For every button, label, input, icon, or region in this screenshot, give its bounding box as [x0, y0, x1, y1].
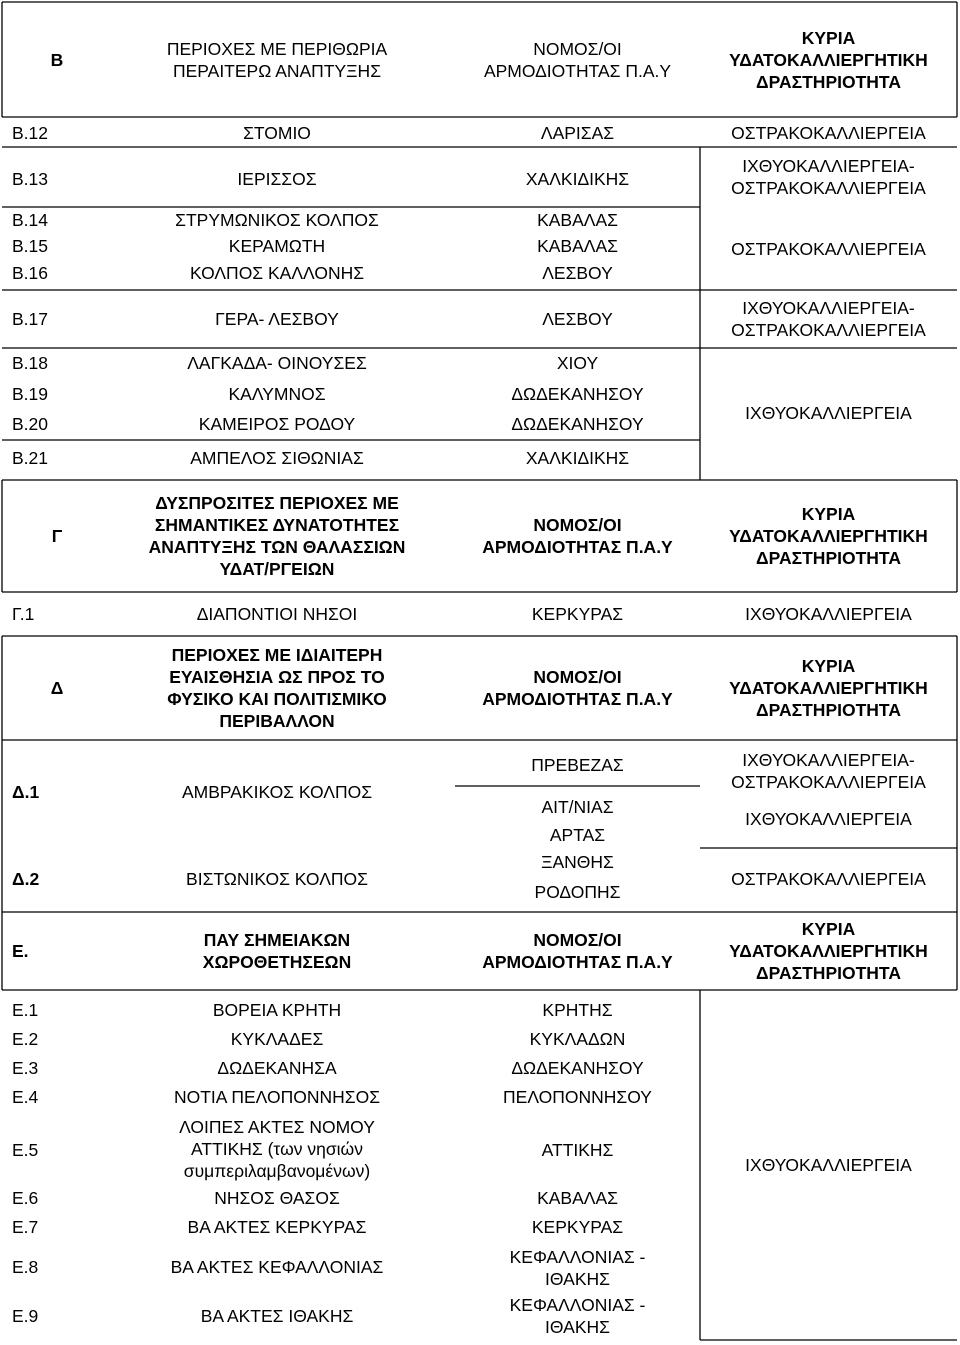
- table-row-area: ΒΙΣΤΩΝΙΚΟΣ ΚΟΛΠΟΣ: [186, 869, 368, 889]
- table-row-prefecture: ΠΡΕΒΕΖΑΣ: [531, 755, 624, 775]
- table-row-activity: ΙΧΘΥΟΚΑΛΛΙΕΡΓΕΙΑ: [745, 809, 912, 829]
- table-row-code: Ε.5: [12, 1140, 39, 1160]
- table-row-area: ΛΑΓΚΑΔΑ- ΟΙΝΟΥΣΕΣ: [187, 353, 367, 373]
- table-row-prefecture: ΧΙΟΥ: [556, 353, 599, 373]
- table-row-area: ΒΑ ΑΚΤΕΣ ΚΕΡΚΥΡΑΣ: [187, 1217, 367, 1237]
- activity-text: ΙΧΘΥΟΚΑΛΛΙΕΡΓΕΙΑ- ΟΣΤΡΑΚΟΚΑΛΛΙΕΡΓΕΙΑ: [731, 750, 926, 792]
- section-e-activity-header: [700, 912, 957, 990]
- area-text: ΛΟΙΠΕΣ ΑΚΤΕΣ ΝΟΜΟΥ ΑΤΤΙΚΗΣ (των νησιών συμπεριλαμβανομένων): [179, 1117, 375, 1181]
- section-b-activity-header: [700, 2, 957, 117]
- section-d-code: Δ: [50, 678, 64, 698]
- table-row-activity: [700, 290, 957, 348]
- prefecture-text: ΚΕΦΑΛΛΟΝΙΑΣ - ΙΘΑΚΗΣ: [509, 1295, 646, 1337]
- activity-text: ΙΧΘΥΟΚΑΛΛΙΕΡΓΕΙΑ- ΟΣΤΡΑΚΟΚΑΛΛΙΕΡΓΕΙΑ: [731, 156, 926, 198]
- section-e-area-header-text: ΠΑΥ ΣΗΜΕΙΑΚΩΝ ΧΩΡΟΘΕΤΗΣΕΩΝ: [202, 930, 352, 972]
- table-row-area: ΝΟΤΙΑ ΠΕΛΟΠΟΝΝΗΣΟΣ: [173, 1087, 381, 1107]
- table-row-code: Β.15: [12, 236, 48, 256]
- table-row-area: [112, 1113, 442, 1185]
- section-g-area-header: [112, 480, 442, 592]
- table-row-prefecture: ΔΩΔΕΚΑΝΗΣΟΥ: [511, 384, 644, 404]
- table-row-area: ΒΟΡΕΙΑ ΚΡΗΤΗ: [212, 1000, 342, 1020]
- table-row-code: Ε.8: [12, 1257, 39, 1277]
- table-row-activity: ΟΣΤΡΑΚΟΚΑΛΛΙΕΡΓΕΙΑ: [731, 869, 926, 889]
- table-row-prefecture: ΑΙΤ/ΝΙΑΣ: [541, 797, 614, 817]
- table-row-prefecture: ΛΕΣΒΟΥ: [542, 309, 613, 329]
- table-row-area: ΓΕΡΑ- ΛΕΣΒΟΥ: [215, 309, 339, 329]
- table-row-code: Ε.6: [12, 1188, 39, 1208]
- table-row-area: ΚΑΜΕΙΡΟΣ ΡΟΔΟΥ: [198, 414, 356, 434]
- table-row-activity: ΙΧΘΥΟΚΑΛΛΙΕΡΓΕΙΑ: [745, 604, 912, 624]
- table-row-prefecture: ΧΑΛΚΙΔΙΚΗΣ: [525, 169, 630, 189]
- table-row-prefecture: ΞΑΝΘΗΣ: [541, 852, 614, 872]
- table-row-area: ΚΑΛΥΜΝΟΣ: [228, 384, 326, 404]
- table-row-code: Δ.2: [12, 869, 40, 889]
- section-d-activity-header-text: ΚΥΡΙΑ ΥΔΑΤΟΚΑΛΛΙΕΡΓΗΤΙΚΗ ΔΡΑΣΤΗΡΙΟΤΗΤΑ: [729, 656, 928, 720]
- table-row-code: Β.21: [12, 448, 48, 468]
- table-row-activity: ΙΧΘΥΟΚΑΛΛΙΕΡΓΕΙΑ: [745, 1155, 912, 1175]
- table-row-prefecture: ΛΕΣΒΟΥ: [542, 263, 613, 283]
- section-g-area-header-text: ΔΥΣΠΡΟΣΙΤΕΣ ΠΕΡΙΟΧΕΣ ΜΕ ΣΗΜΑΝΤΙΚΕΣ ΔΥΝΑΤΟΤΗΤΕΣ ΑΝΑΠΤΥΞΗΣ ΤΩΝ ΘΑΛΑΣΣΙΩΝ ΥΔΑΤ/ΡΓΕΙΩΝ: [148, 493, 406, 579]
- section-d-activity-header: [700, 636, 957, 740]
- table-row-code: Β.18: [12, 353, 48, 373]
- table-row-code: Β.17: [12, 309, 48, 329]
- table-row-code: Β.13: [12, 169, 48, 189]
- table-row-area: ΔΩΔΕΚΑΝΗΣΑ: [217, 1058, 337, 1078]
- table-row-prefecture: [455, 1293, 700, 1339]
- table-row-prefecture: ΑΡΤΑΣ: [549, 825, 606, 845]
- table-row-area: ΒΑ ΑΚΤΕΣ ΙΘΑΚΗΣ: [200, 1306, 354, 1326]
- table-row-code: Ε.7: [12, 1217, 39, 1237]
- table-row-activity: ΙΧΘΥΟΚΑΛΛΙΕΡΓΕΙΑ: [745, 403, 912, 423]
- table-row-prefecture: ΛΑΡΙΣΑΣ: [540, 123, 615, 143]
- table-row-prefecture: ΔΩΔΕΚΑΝΗΣΟΥ: [511, 414, 644, 434]
- table-row-prefecture: ΚΑΒΑΛΑΣ: [537, 210, 618, 230]
- table-row-prefecture: ΚΥΚΛΑΔΩΝ: [529, 1029, 626, 1049]
- table-row-code: Β.19: [12, 384, 48, 404]
- table-row-area: ΝΗΣΟΣ ΘΑΣΟΣ: [214, 1188, 340, 1208]
- table-row-prefecture: ΚΑΒΑΛΑΣ: [537, 1188, 618, 1208]
- table-row-area: ΑΜΠΕΛΟΣ ΣΙΘΩΝΙΑΣ: [190, 448, 364, 468]
- table-row-code: Β.14: [12, 210, 48, 230]
- section-d-prefecture-header-text: ΝΟΜΟΣ/ΟΙ ΑΡΜΟΔΙΟΤΗΤΑΣ Π.Α.Υ: [482, 667, 673, 709]
- table-row-area: ΚΟΛΠΟΣ ΚΑΛΛΟΝΗΣ: [189, 263, 365, 283]
- section-g-activity-header-text: ΚΥΡΙΑ ΥΔΑΤΟΚΑΛΛΙΕΡΓΗΤΙΚΗ ΔΡΑΣΤΗΡΙΟΤΗΤΑ: [729, 504, 928, 568]
- section-e-activity-header-text: ΚΥΡΙΑ ΥΔΑΤΟΚΑΛΛΙΕΡΓΗΤΙΚΗ ΔΡΑΣΤΗΡΙΟΤΗΤΑ: [729, 919, 928, 983]
- section-b-area-header-text: ΠΕΡΙΟΧΕΣ ΜΕ ΠΕΡΙΘΩΡΙΑ ΠΕΡΑΙΤΕΡΩ ΑΝΑΠΤΥΞΗΣ: [166, 38, 388, 81]
- table-row-area: ΔΙΑΠΟΝΤΙΟΙ ΝΗΣΟΙ: [196, 604, 358, 624]
- table-row-prefecture: ΚΕΡΚΥΡΑΣ: [531, 1217, 624, 1237]
- table-row-area: ΚΕΡΑΜΩΤΗ: [228, 236, 326, 256]
- section-d-prefecture-header: [455, 636, 700, 740]
- table-row-prefecture: ΧΑΛΚΙΔΙΚΗΣ: [525, 448, 630, 468]
- section-e-code: Ε.: [12, 941, 29, 961]
- section-b-activity-header-text: ΚΥΡΙΑ ΥΔΑΤΟΚΑΛΛΙΕΡΓΗΤΙΚΗ ΔΡΑΣΤΗΡΙΟΤΗΤΑ: [729, 27, 928, 92]
- table-row-area: ΒΑ ΑΚΤΕΣ ΚΕΦΑΛΛΟΝΙΑΣ: [170, 1257, 384, 1277]
- section-g-prefecture-header-text: ΝΟΜΟΣ/ΟΙ ΑΡΜΟΔΙΟΤΗΤΑΣ Π.Α.Υ: [482, 515, 673, 557]
- section-g-code: Γ: [51, 526, 63, 546]
- table-row-prefecture: [455, 1245, 700, 1291]
- section-b-prefecture-header-text: ΝΟΜΟΣ/ΟΙ ΑΡΜΟΔΙΟΤΗΤΑΣ Π.Α.Υ: [483, 38, 672, 81]
- section-e-prefecture-header-text: ΝΟΜΟΣ/ΟΙ ΑΡΜΟΔΙΟΤΗΤΑΣ Π.Α.Υ: [482, 930, 673, 972]
- table-row-activity: [700, 740, 957, 802]
- section-b-area-header: [112, 2, 442, 117]
- table-row-area: ΑΜΒΡΑΚΙΚΟΣ ΚΟΛΠΟΣ: [181, 782, 373, 802]
- table-row-prefecture: ΚΕΡΚΥΡΑΣ: [531, 604, 624, 624]
- table-row-prefecture: ΠΕΛΟΠΟΝΝΗΣΟΥ: [503, 1087, 652, 1107]
- table-row-code: Β.12: [12, 123, 48, 143]
- section-b-code: Β: [50, 49, 64, 70]
- prefecture-text: ΚΕΦΑΛΛΟΝΙΑΣ - ΙΘΑΚΗΣ: [509, 1247, 646, 1289]
- table-row-prefecture: ΚΑΒΑΛΑΣ: [537, 236, 618, 256]
- table-row-area: ΣΤΟΜΙΟ: [243, 123, 311, 143]
- table-row-prefecture: ΑΤΤΙΚΗΣ: [541, 1140, 614, 1160]
- table-row-activity: ΟΣΤΡΑΚΟΚΑΛΛΙΕΡΓΕΙΑ: [731, 238, 926, 259]
- table-row-code: Ε.9: [12, 1306, 39, 1326]
- table-row-code: Ε.4: [12, 1087, 39, 1107]
- activity-text: ΙΧΘΥΟΚΑΛΛΙΕΡΓΕΙΑ- ΟΣΤΡΑΚΟΚΑΛΛΙΕΡΓΕΙΑ: [731, 298, 926, 340]
- table-row-code: Γ.1: [12, 604, 35, 624]
- table-row-activity: ΟΣΤΡΑΚΟΚΑΛΛΙΕΡΓΕΙΑ: [731, 123, 926, 143]
- table-row-code: Β.16: [12, 263, 48, 283]
- table-row-code: Ε.3: [12, 1058, 39, 1078]
- table-row-prefecture: ΚΡΗΤΗΣ: [542, 1000, 613, 1020]
- table-row-code: Β.20: [12, 414, 48, 434]
- table-row-activity: [700, 147, 957, 207]
- section-g-prefecture-header: [455, 480, 700, 592]
- table-row-code: Ε.2: [12, 1029, 39, 1049]
- section-g-activity-header: [700, 480, 957, 592]
- section-e-prefecture-header: [455, 912, 700, 990]
- table-row-code: Δ.1: [12, 782, 40, 802]
- section-d-area-header-text: ΠΕΡΙΟΧΕΣ ΜΕ ΙΔΙΑΙΤΕΡΗ ΕΥΑΙΣΘΗΣΙΑ ΩΣ ΠΡΟΣ ΤΟ ΦΥΣΙΚΟ ΚΑΙ ΠΟΛΙΤΙΣΜΙΚΟ ΠΕΡΙΒΑΛΛΟΝ: [167, 645, 387, 731]
- section-b-prefecture-header: [455, 2, 700, 117]
- table-row-prefecture: ΔΩΔΕΚΑΝΗΣΟΥ: [511, 1058, 644, 1078]
- table-row-area: ΚΥΚΛΑΔΕΣ: [230, 1029, 324, 1049]
- table-row-code: Ε.1: [12, 1000, 39, 1020]
- table-row-area: ΣΤΡΥΜΩΝΙΚΟΣ ΚΟΛΠΟΣ: [175, 210, 379, 230]
- section-d-area-header: [112, 636, 442, 740]
- table-row-prefecture: ΡΟΔΟΠΗΣ: [534, 882, 621, 902]
- section-e-area-header: [112, 912, 442, 990]
- table-row-area: ΙΕΡΙΣΣΟΣ: [237, 169, 317, 189]
